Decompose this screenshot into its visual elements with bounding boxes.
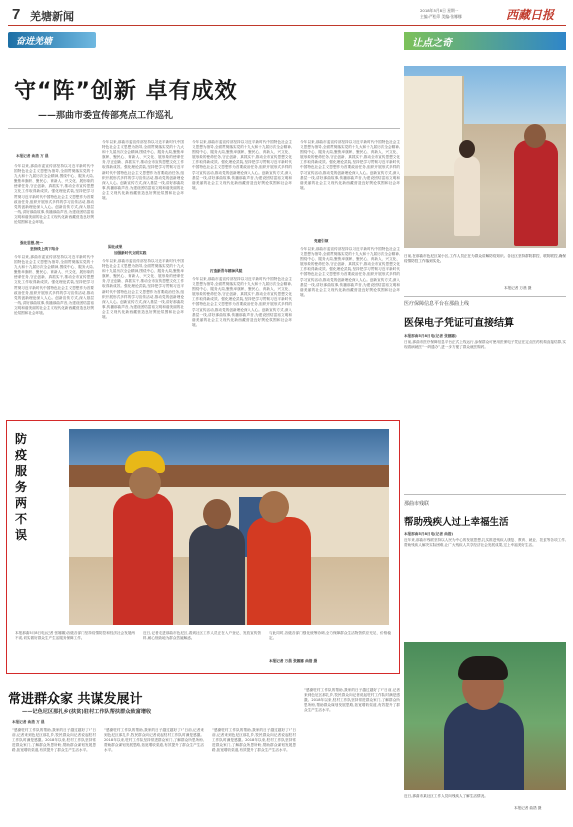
- person-shape: [247, 517, 311, 625]
- masthead: [8, 4, 566, 26]
- feature-two-vertical-title: 防疫服务两不误: [15, 432, 28, 542]
- right-photo-2: [404, 642, 566, 790]
- head-shape: [259, 491, 289, 523]
- body-col-3b: 今年以来,那曲市委宣传部坚持以习近平新时代中国特色社会主义思想为指导,全面贯彻落实党的十九大和十九届历次全会精神,围绕中心、服务大局,聚焦举旗帜、聚民心、育新人、兴文化、展形象的使命任务,守正创新、真抓实干,推动全市宣传思想文化工作取得新成效。强化理论武装,坚持把学习贯彻习近平新时代中国特色社会主义思想作为首要政治任务,组织开展形式多样的学习宣传活动,推动党的创新理论深入人心。创新宣传方式,深入基层一线,讲好那曲故事,传播那曲声音,为建设团结富裕文明和谐美丽的社会主义现代化新西藏营造良好舆论氛围和社会环境。: [192, 277, 292, 327]
- right-photo-caption: 日前,在那曲市色尼区某小区,工作人员正在为群众讲解防疫知识。各社区坚持群防群控、联防联控,确保疫情防控工作落到实处。: [404, 254, 566, 264]
- right-divider-2: [404, 494, 566, 495]
- body-col-2b: 今年以来,那曲市委宣传部坚持以习近平新时代中国特色社会主义思想为指导,全面贯彻落实党的十九大和十九届历次全会精神,围绕中心、服务大局,聚焦举旗帜、聚民心、育新人、兴文化、展形象的使命任务,守正创新、真抓实干,推动全市宣传思想文化工作取得新成效。强化理论武装,坚持把学习贯彻习近平新时代中国特色社会主义思想作为首要政治任务,组织开展形式多样的学习宣传活动,推动党的创新理论深入人心。创新宣传方式,深入基层一线,讲好那曲故事,传播那曲声音,为建设团结富裕文明和谐美丽的社会主义现代化新西藏营造良好舆论氛围和社会环境。: [102, 259, 184, 320]
- medical-headline: 医保电子凭证可直接结算: [404, 318, 514, 329]
- body-col-2: 今年以来,那曲市委宣传部坚持以习近平新时代中国特色社会主义思想为指导,全面贯彻落实党的十九大和十九届历次全会精神,围绕中心、服务大局,聚焦举旗帜、聚民心、育新人、兴文化、展形象的使命任务,守正创新、真抓实干,推动全市宣传思想文化工作取得新成效。强化理论武装,坚持把学习贯彻习近平新时代中国特色社会主义思想作为首要政治任务,组织开展形式多样的学习宣传活动,推动党的创新理论深入人心。创新宣传方式,深入基层一线,讲好那曲故事,传播那曲声音,为建设团结富裕文明和谐美丽的社会主义现代化新西藏营造良好舆论氛围和社会环境。: [102, 140, 184, 201]
- subhead-4: 加强新时代文明实践: [114, 251, 147, 255]
- building-shape: [69, 465, 389, 487]
- feature-one: [8, 30, 400, 420]
- editor-line: 主编:严松印 美编:张娜娜: [420, 14, 462, 19]
- body-col-3: 今年以来,那曲市委宣传部坚持以习近平新时代中国特色社会主义思想为指导,全面贯彻落实党的十九大和十九届历次全会精神,围绕中心、服务大局,聚焦举旗帜、聚民心、育新人、兴文化、展形象的使命任务,守正创新、真抓实干,推动全市宣传思想文化工作取得新成效。强化理论武装,坚持把学习贯彻习近平新时代中国特色社会主义思想作为首要政治任务,组织开展形式多样的学习宣传活动,推动党的创新理论深入人心。创新宣传方式,深入基层一线,讲好那曲故事,传播那曲声音,为建设团结富裕文明和谐美丽的社会主义现代化新西藏营造良好舆论氛围和社会环境。: [192, 140, 292, 190]
- page-number: 7: [12, 6, 21, 23]
- brand-logo: 西藏日报: [506, 8, 555, 22]
- body-col-1: 今年以来,那曲市委宣传部坚持以习近平新时代中国特色社会主义思想为指导,全面贯彻落实党的十九大和十九届历次全会精神,围绕中心、服务大局,聚焦举旗帜、聚民心、育新人、兴文化、展形象的使命任务,守正创新、真抓实干,推动全市宣传思想文化工作取得新成效。强化理论武装,坚持把学习贯彻习近平新时代中国特色社会主义思想作为首要政治任务,组织开展形式多样的学习宣传活动,推动党的创新理论深入人心。创新宣传方式,深入基层一线,讲好那曲故事,传播那曲声音,为建设团结富裕文明和谐美丽的社会主义现代化新西藏营造良好舆论氛围和社会环境。: [14, 164, 94, 225]
- disabled-kicker: 那曲市残联: [404, 501, 430, 507]
- hair-shape: [458, 656, 508, 680]
- title-divider: [8, 128, 400, 129]
- headline: 守“阵”创新 卓有成效: [14, 79, 238, 104]
- feature-two-body-b: 近日,记者走进那曲市色尼区,看到社区工作人员正在入户登记、发放宣传资料,耐心细致地为群众答疑解惑。: [143, 631, 261, 641]
- feature-banner: 奋进羌塘: [8, 32, 96, 48]
- person-shape: [444, 702, 524, 790]
- person-shape: [514, 140, 558, 246]
- feature-two-body-a: 本报那曲5月8日电(记者 张娜娜)各级各部门坚持疫情防控和经济社会发展两不误,切实做好群众生产生活服务保障工作。: [15, 631, 135, 641]
- head-shape: [203, 499, 231, 529]
- date-line: 2018年5月8日 星期一: [420, 8, 459, 13]
- feature-two-box: [6, 420, 400, 674]
- feature-three-col-1: “感谢驻村工作队的帮助,我家的日子越过越好了!”日前,记者来到色尼区那扎乡,牧民群众向记者说起驻村工作队时满是感激。2018年以来,驻村工作队坚持常进群众家门,了解群众所思所盼,帮助群众谋划发展思路,拓宽增收渠道,有效提升了群众生产生活水平。: [12, 728, 96, 753]
- feature-three-headline: 常进群众家 共谋发展计: [8, 692, 143, 707]
- right-photo-credit: 本报记者 万晨 摄: [504, 286, 532, 290]
- disabled-headline: 帮助残疾人过上幸福生活: [404, 517, 509, 528]
- feature-three-byline: 本报记者 曲措 万 晨: [12, 720, 45, 724]
- byline: 本报记者 曲措 万 晨: [16, 154, 49, 158]
- col-1: [14, 164, 94, 414]
- col-3: [192, 140, 292, 414]
- right-photo: [404, 66, 566, 248]
- feature-three: [8, 686, 400, 822]
- right-photo-2-caption: 近日,那曲市某社区工作人员向残疾人了解生活情况。: [404, 794, 488, 798]
- head-shape: [459, 140, 475, 158]
- medical-body: 日前,那曲市医疗保障信息平台正式上线运行,参保群众可使用医保电子凭证在定点医药机构直接结算,实现看病就医“一码通办”,进一步方便了群众就医购药。: [404, 340, 566, 350]
- col-2: [102, 140, 184, 414]
- person-shape: [189, 525, 245, 625]
- feature-three-subheadline: ——记色尼区那扎乡(扶贫)驻村工作队帮扶群众致富增收: [22, 709, 152, 715]
- section-name: 羌塘新闻: [30, 11, 74, 23]
- feature-two-byline: 本报记者 万晨 张娜娜 曲措 摄: [269, 659, 318, 663]
- head-shape: [129, 467, 161, 499]
- medical-kicker: 医疗保障信息平台在那曲上线: [404, 301, 470, 307]
- body-col-1b: 今年以来,那曲市委宣传部坚持以习近平新时代中国特色社会主义思想为指导,全面贯彻落实党的十九大和十九届历次全会精神,围绕中心、服务大局,聚焦举旗帜、聚民心、育新人、兴文化、展形象的使命任务,守正创新、真抓实干,推动全市宣传思想文化工作取得新成效。强化理论武装,坚持把学习贯彻习近平新时代中国特色社会主义思想作为首要政治任务,组织开展形式多样的学习宣传活动,推动党的创新理论深入人心。创新宣传方式,深入基层一线,讲好那曲故事,传播那曲声音,为建设团结富裕文明和谐美丽的社会主义现代化新西藏营造良好舆论氛围和社会环境。: [14, 255, 94, 316]
- head-shape: [524, 124, 546, 148]
- feature-three-col-4: “感谢驻村工作队的帮助,我家的日子越过越好了!”日前,记者来到色尼区那扎乡,牧民群众向记者说起驻村工作队时满是感激。2018年以来,驻村工作队坚持常进群众家门,了解群众所思所盼,帮助群众谋划发展思路,拓宽增收渠道,有效提升了群众生产生活水平。: [304, 688, 400, 713]
- right-banner: 让点之奇: [404, 32, 566, 50]
- right-column: [404, 30, 566, 820]
- feature-two-body-c: 与此同时,各级各部门强化统筹协调,全力保障群众生活物资供应充足、价格稳定。: [269, 631, 391, 641]
- subhead-1: 强化思想,统一: [20, 241, 43, 245]
- feature-three-col-3: “感谢驻村工作队的帮助,我家的日子越过越好了!”日前,记者来到色尼区那扎乡,牧民群众向记者说起驻村工作队时满是感激。2018年以来,驻村工作队坚持常进群众家门,了解群众所思所盼,帮助群众谋划发展思路,拓宽增收渠道,有效提升了群众生产生活水平。: [212, 728, 296, 753]
- subhead-5: 打造新青年精神风貌: [210, 269, 243, 273]
- subheadline: ——那曲市委宣传部亮点工作巡礼: [38, 111, 174, 121]
- body-col-4: 今年以来,那曲市委宣传部坚持以习近平新时代中国特色社会主义思想为指导,全面贯彻落实党的十九大和十九届历次全会精神,围绕中心、服务大局,聚焦举旗帜、聚民心、育新人、兴文化、展形象的使命任务,守正创新、真抓实干,推动全市宣传思想文化工作取得新成效。强化理论武装,坚持把学习贯彻习近平新时代中国特色社会主义思想作为首要政治任务,组织开展形式多样的学习宣传活动,推动党的创新理论深入人心。创新宣传方式,深入基层一线,讲好那曲故事,传播那曲声音,为建设团结富裕文明和谐美丽的社会主义现代化新西藏营造良好舆论氛围和社会环境。: [300, 140, 400, 190]
- subhead-3: 固化成果: [108, 245, 123, 249]
- feature-two-photo: [69, 429, 389, 625]
- body-col-4b: 今年以来,那曲市委宣传部坚持以习近平新时代中国特色社会主义思想为指导,全面贯彻落实党的十九大和十九届历次全会精神,围绕中心、服务大局,聚焦举旗帜、聚民心、育新人、兴文化、展形象的使命任务,守正创新、真抓实干,推动全市宣传思想文化工作取得新成效。强化理论武装,坚持把学习贯彻习近平新时代中国特色社会主义思想作为首要政治任务,组织开展形式多样的学习宣传活动,推动党的创新理论深入人心。创新宣传方式,深入基层一线,讲好那曲故事,传播那曲声音,为建设团结富裕文明和谐美丽的社会主义现代化新西藏营造良好舆论氛围和社会环境。: [300, 247, 400, 297]
- right-photo-2-credit: 本报记者 曲措 摄: [514, 806, 542, 810]
- right-divider-1: [404, 296, 566, 297]
- person-shape: [113, 493, 173, 625]
- disabled-body: 近年来,那曲市残联坚持以人民为中心的发展思想,扎实推进残疾人康复、教育、就业、扶贫等各项工作,帮助残疾人解决实际困难,让广大残疾人共享经济社会发展成果,过上幸福美好生活。: [404, 538, 566, 548]
- feature-three-col-2: “感谢驻村工作队的帮助,我家的日子越过越好了!”日前,记者来到色尼区那扎乡,牧民群众向记者说起驻村工作队时满是感激。2018年以来,驻村工作队坚持常进群众家门,了解群众所思所盼,帮助群众谋划发展思路,拓宽增收渠道,有效提升了群众生产生活水平。: [104, 728, 204, 753]
- disabled-byline: 本报那曲5月8日电(记者 曲措): [404, 532, 454, 536]
- subhead-6: 党建引领: [314, 239, 329, 243]
- person-shape: [454, 156, 480, 236]
- col-4: [300, 140, 400, 414]
- subhead-2: 坚持线上线下结合: [30, 247, 59, 251]
- medical-byline: 本报那曲5月8日电(记者 张娜娜): [404, 334, 457, 338]
